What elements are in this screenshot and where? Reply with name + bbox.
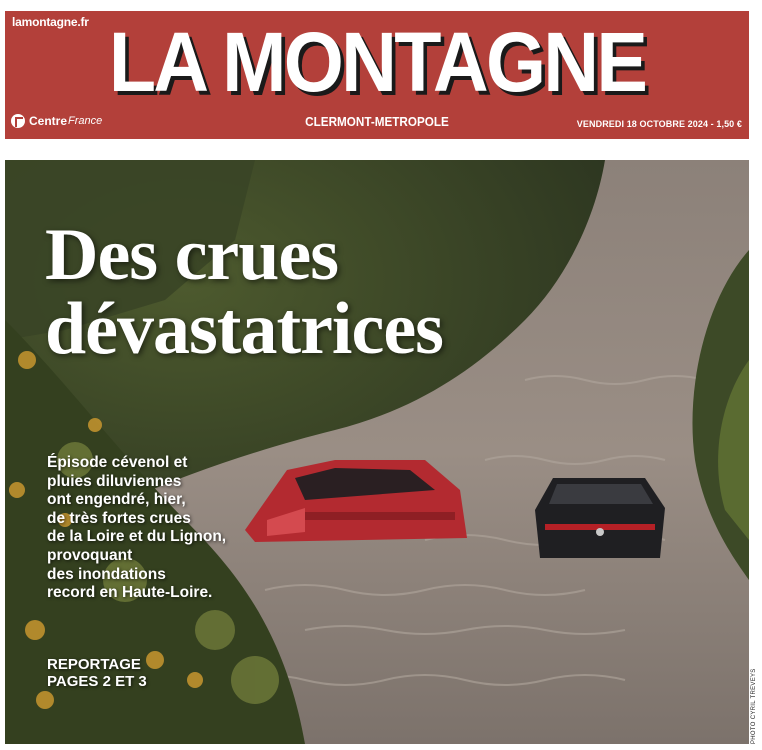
site-url[interactable]: lamontagne.fr	[12, 15, 89, 29]
centre-france-logo-icon	[11, 114, 25, 128]
lede-line: de la Loire et du Lignon,	[47, 528, 227, 546]
newspaper-title: LA MONTAGNE	[108, 15, 646, 109]
date-price: VENDREDI 18 OCTOBRE 2024 - 1,50 €	[576, 119, 742, 129]
publisher-sub: France	[68, 115, 103, 127]
cover-headline	[45, 214, 605, 370]
report-teaser[interactable]	[47, 656, 147, 690]
masthead	[5, 11, 749, 139]
lede-line: record en Haute-Loire.	[47, 584, 213, 602]
photo-credit: PHOTO CYRIL TREVEYS	[751, 668, 757, 744]
cover-photo	[5, 160, 749, 744]
lede-line: pluies diluviennes	[47, 472, 182, 490]
report-pages: PAGES 2 ET 3	[47, 673, 147, 690]
lede-line: de très fortes crues	[47, 509, 191, 527]
lede-line: provoquant	[47, 546, 133, 564]
publisher-name: Centre	[29, 114, 68, 128]
edition-label: CLERMONT-METROPOLE	[305, 114, 449, 129]
lede-line: Épisode cévenol et	[47, 454, 188, 471]
lede-line: ont engendré, hier,	[47, 491, 186, 509]
report-label: REPORTAGE	[47, 656, 141, 673]
lede-line: des inondations	[47, 565, 166, 583]
cover-lede	[47, 454, 297, 603]
headline-line: dévastatrices	[45, 288, 443, 370]
headline-line: Des crues	[45, 214, 339, 296]
black-car	[535, 478, 665, 558]
